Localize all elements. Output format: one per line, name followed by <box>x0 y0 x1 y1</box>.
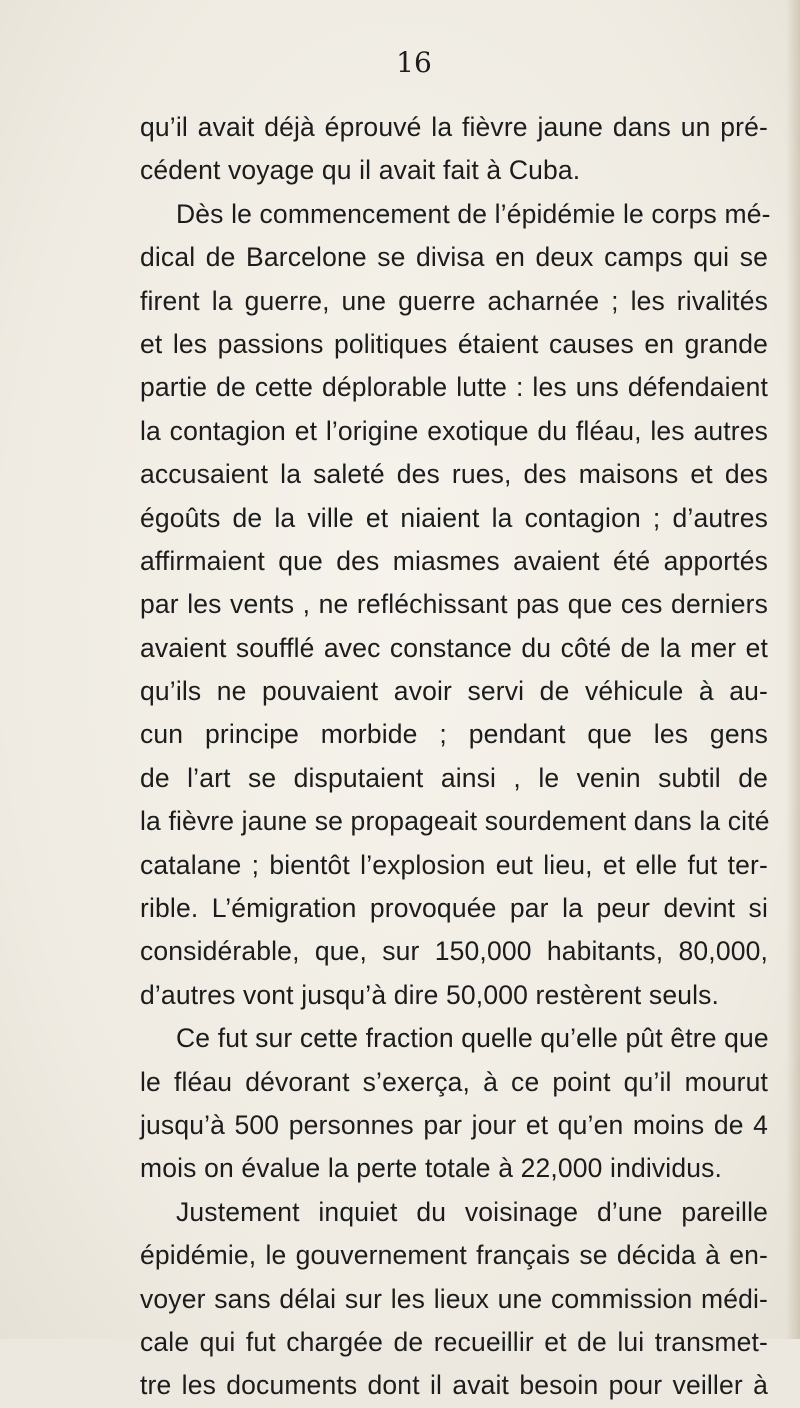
text-line: voyer sans délai sur les lieux une commission médi- <box>140 1283 768 1314</box>
text-line: avaient soufflé avec constance du côté de la mer et <box>140 632 768 663</box>
text-line: Ce fut sur cette fraction quelle qu’elle pût être que <box>176 1023 769 1054</box>
text-line: d’autres vont jusqu’à dire 50,000 restèrent seuls. <box>140 979 720 1010</box>
text-line: firent la guerre, une guerre acharnée ; les rivalités <box>140 285 768 316</box>
text-line: cun principe morbide ; pendant que les gens <box>140 719 768 750</box>
text-line: partie de cette déplorable lutte : les uns défendaient <box>140 372 768 403</box>
text-line: Justement inquiet du voisinage d’une pareille <box>176 1196 768 1227</box>
text-line: égoûts de la ville et niaient la contagion ; d’autres <box>140 502 768 533</box>
text-line: qu’ils ne pouvaient avoir servi de véhicule à au- <box>140 676 768 707</box>
text-line: épidémie, le gouvernement français se décida à en- <box>140 1240 768 1271</box>
text-line: par les vents , ne refléchissant pas que ces derniers <box>140 589 768 620</box>
text-line: le fléau dévorant s’exerça, à ce point qu’il mourut <box>140 1066 768 1097</box>
body-text <box>140 106 771 1408</box>
text-line: dical de Barcelone se divisa en deux camps qui se <box>140 242 768 273</box>
page-number: 16 <box>396 46 432 79</box>
text-line: cédent voyage qu il avait fait à Cuba. <box>140 155 581 186</box>
text-line: considérable, que, sur 150,000 habitants, 80,000, <box>140 936 768 967</box>
text-line: qu’il avait déjà éprouvé la fièvre jaune dans un pré- <box>140 112 768 142</box>
text-line: affirmaient que des miasmes avaient été apportés <box>140 545 768 576</box>
text-line: et les passions politiques étaient causes en grande <box>140 328 768 359</box>
text-line: la contagion et l’origine exotique du fléau, les autres <box>140 415 768 446</box>
text-line: de l’art se disputaient ainsi , le venin subtil de <box>140 762 768 793</box>
text-line: rible. L’émigration provoquée par la peur devint si <box>140 893 768 924</box>
text-line: tre les documents dont il avait besoin pour veiller à <box>140 1370 768 1401</box>
page-edge-shadow <box>786 0 800 1339</box>
text-line: accusaient la saleté des rues, des maisons et des <box>140 459 768 490</box>
text-line: Dès le commencement de l’épidémie le corps mé- <box>176 198 771 229</box>
text-line: mois on évalue la perte totale à 22,000 individus. <box>140 1153 723 1184</box>
text-line: la fièvre jaune se propageait sourdement dans la cité <box>140 806 770 837</box>
text-line: cale qui fut chargée de recueillir et de lui transmet- <box>140 1326 768 1357</box>
text-line: catalane ; bientôt l’explosion eut lieu, et elle fut ter- <box>140 849 768 880</box>
text-line: jusqu’à 500 personnes par jour et qu’en moins de 4 <box>140 1109 768 1140</box>
